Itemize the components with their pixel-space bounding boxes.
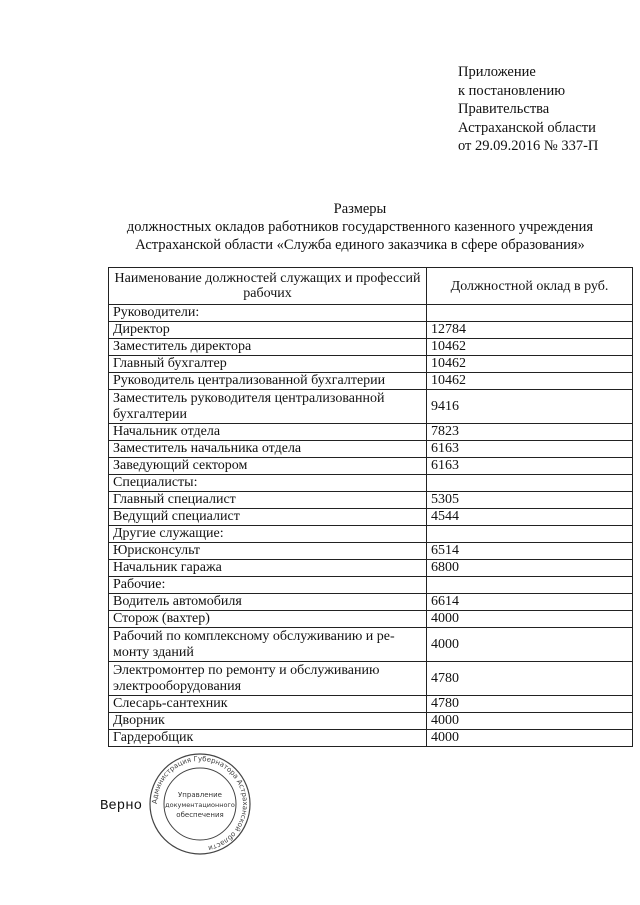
table-row [109,577,633,594]
position-name: Рабочий по комплексному обслуживанию и ре-монту зданий [109,628,427,662]
table-row [109,339,633,356]
salary-value: 5305 [427,492,633,509]
position-name: Заместитель начальника отдела [109,441,427,458]
salary-value [427,577,633,594]
position-name: Заместитель директора [109,339,427,356]
salary-value: 7823 [427,424,633,441]
table-row [109,373,633,390]
table-row [109,543,633,560]
table-row [109,696,633,713]
position-name: Главный специалист [109,492,427,509]
salary-value: 4000 [427,611,633,628]
salary-value: 4544 [427,509,633,526]
position-name: Водитель автомобиля [109,594,427,611]
table-row [109,475,633,492]
table-row [109,424,633,441]
header-position: Наименование должностей служащих и профессий рабочих [109,268,427,305]
table-row [109,305,633,322]
position-name: Гардеробщик [109,730,427,747]
table-row [109,713,633,730]
position-name: Заведующий сектором [109,458,427,475]
salary-value: 10462 [427,373,633,390]
appendix-line: к постановлению [458,82,566,99]
salary-value: 4000 [427,628,633,662]
salary-value [427,305,633,322]
position-name: Руководитель централизованной бухгалтерии [109,373,427,390]
appendix-line: от 29.09.2016 № 337-П [458,138,599,154]
table-row [109,322,633,339]
position-name: Рабочие: [109,577,427,594]
position-name: Главный бухгалтер [109,356,427,373]
table-row [109,356,633,373]
document-title [0,200,640,254]
position-name: Начальник гаража [109,560,427,577]
salary-value: 6800 [427,560,633,577]
table-row [109,509,633,526]
position-name: Сторож (вахтер) [109,611,427,628]
salary-value: 4000 [427,713,633,730]
position-name: Директор [109,322,427,339]
title-line-3: Астраханской области «Служба единого заказчика в сфере образования» [135,237,585,253]
table-row [109,441,633,458]
table-row [109,594,633,611]
title-line-2: должностных окладов работников государственного казенного учреждения [126,219,594,235]
title-line-1: Размеры [333,201,387,217]
stamp-ring-text: Администрация Губернатора Астраханской области [150,754,250,853]
position-name: Начальник отдела [109,424,427,441]
position-name: Юрисконсульт [109,543,427,560]
salary-value [427,475,633,492]
salary-value: 10462 [427,339,633,356]
position-name: Заместитель руководителя централизованной бухгалтерии [109,390,427,424]
table-row [109,662,633,696]
appendix-block [458,63,598,156]
salary-value: 6614 [427,594,633,611]
table-row [109,560,633,577]
position-name: Руководители: [109,305,427,322]
position-name: Другие служащие: [109,526,427,543]
verno-mark: Верно [100,798,143,814]
salary-value: 12784 [427,322,633,339]
salary-value: 4780 [427,696,633,713]
table-row [109,628,633,662]
salary-value [427,526,633,543]
salary-value: 6163 [427,458,633,475]
table-row [109,390,633,424]
position-name: Специалисты: [109,475,427,492]
salary-value: 4000 [427,730,633,747]
salary-value: 6163 [427,441,633,458]
stamp-text: Управление [178,791,222,799]
salary-value: 4780 [427,662,633,696]
salary-value: 6514 [427,543,633,560]
position-name: Дворник [109,713,427,730]
table-row [109,730,633,747]
table-row [109,611,633,628]
appendix-line: Правительства [458,101,550,117]
table-row [109,492,633,509]
table-row [109,526,633,543]
salary-value: 10462 [427,356,633,373]
stamp-text: документационного [165,801,235,809]
position-name: Ведущий специалист [109,509,427,526]
position-name: Электромонтер по ремонту и обслуживанию электрооборудования [109,662,427,696]
salary-table [108,267,633,747]
appendix-line: Астраханской области [458,119,596,136]
position-name: Слесарь-сантехник [109,696,427,713]
table-row [109,458,633,475]
stamp-icon [148,752,252,856]
header-salary: Должностной оклад в руб. [427,268,633,305]
stamp-text: обеспечения [176,811,224,819]
appendix-line: Приложение [458,64,536,80]
salary-value: 9416 [427,390,633,424]
